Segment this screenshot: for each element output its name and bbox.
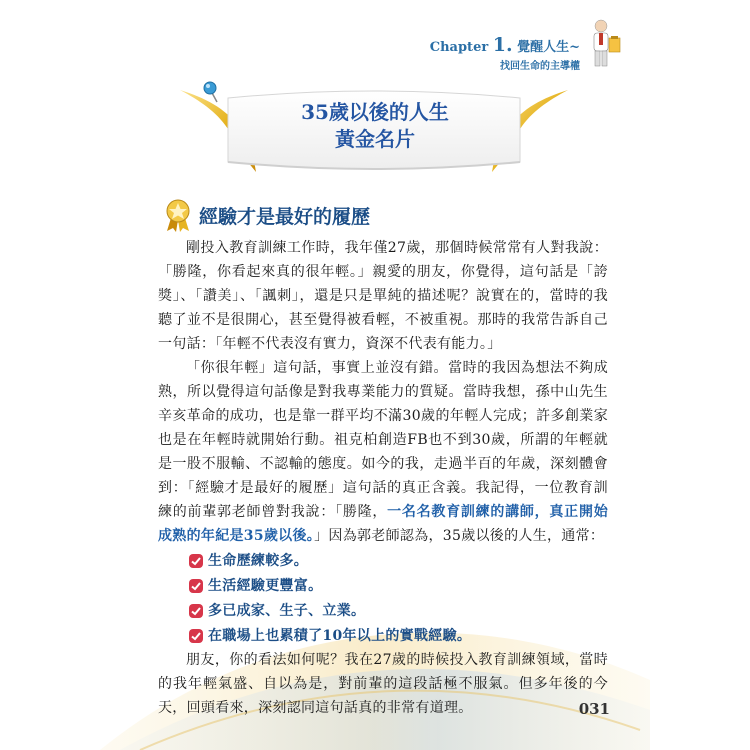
closing-paragraph: 朋友，你的看法如何呢？我在27歲的時候投入教育訓練領域，當時的我年輕氣盛、自以為是，對前輩的這段話極不服氣。但多年後的今天，回頭看來，深刻認同這句話真的非常有道理。 bbox=[158, 652, 608, 716]
list-item: 在職場上也累積了10年以上的實戰經驗。 bbox=[158, 623, 608, 648]
check-badge-icon bbox=[188, 553, 204, 569]
page-number: 031 bbox=[578, 700, 610, 718]
banner-title bbox=[245, 99, 505, 153]
chapter-title: Chapter 1. 覺醒人生~ bbox=[429, 34, 580, 56]
businessman-figure-icon bbox=[583, 18, 623, 70]
paragraph-2: 「你很年輕」這句話，事實上並沒有錯。當時的我因為想法不夠成熟，所以覺得這句話像是對我專業能力的質疑。當時我想，孫中山先生辛亥革命的成功，也是靠一群平均不滿30歲的年輕人完成；許多創業家也是在年輕時就開始行動。祖克柏創造FB也不到30歲，所謂的年輕就是一股不服輸、不認輸的態度。如今的我，走過半百的年歲，深刻體會到：「經驗才是最好的履歷」這句話的真正含義。我記得，一位教育訓練的前輩郭老師曾對我說：「勝隆，一名名教育訓練的講師，真正開始成熟的年紀是35歲以後。」因為郭老師認為，35歲以後的人生，通常： bbox=[158, 360, 608, 544]
check-badge-icon bbox=[188, 603, 204, 619]
section-title: 經驗才是最好的履歷 bbox=[199, 205, 371, 228]
article-body bbox=[158, 236, 608, 720]
section-heading bbox=[163, 197, 370, 233]
map-pin-icon bbox=[200, 80, 222, 104]
chapter-header bbox=[430, 34, 580, 72]
banner-line-2: 黃金名片 bbox=[335, 127, 415, 151]
point-list bbox=[158, 548, 608, 648]
highlighted-quote: 一名名教育訓練的講師，真正開始成熟的年紀是35歲以後。 bbox=[158, 504, 608, 544]
check-badge-icon bbox=[188, 628, 204, 644]
chapter-subtitle: 找回生命的主導權 bbox=[500, 61, 580, 72]
check-badge-icon bbox=[188, 578, 204, 594]
paragraph-1: 剛投入教育訓練工作時，我年僅27歲，那個時候常常有人對我說：「勝隆，你看起來真的很年輕。」親愛的朋友，你覺得，這句話是「誇獎」、「讚美」、「諷刺」，還是只是單純的描述呢？說實在的，當時的我聽了並不是很開心，甚至覺得被看輕，不被重視。那時的我常告訴自己一句話：「年輕不代表沒有實力，資深不代表有能力。」 bbox=[158, 240, 608, 352]
list-item: 生活經驗更豐富。 bbox=[158, 573, 608, 598]
medal-icon bbox=[163, 198, 193, 232]
list-item: 生命歷練較多。 bbox=[158, 548, 608, 573]
list-item: 多已成家、生子、立業。 bbox=[158, 598, 608, 623]
banner-line-1: 35歲以後的人生 bbox=[301, 100, 449, 124]
